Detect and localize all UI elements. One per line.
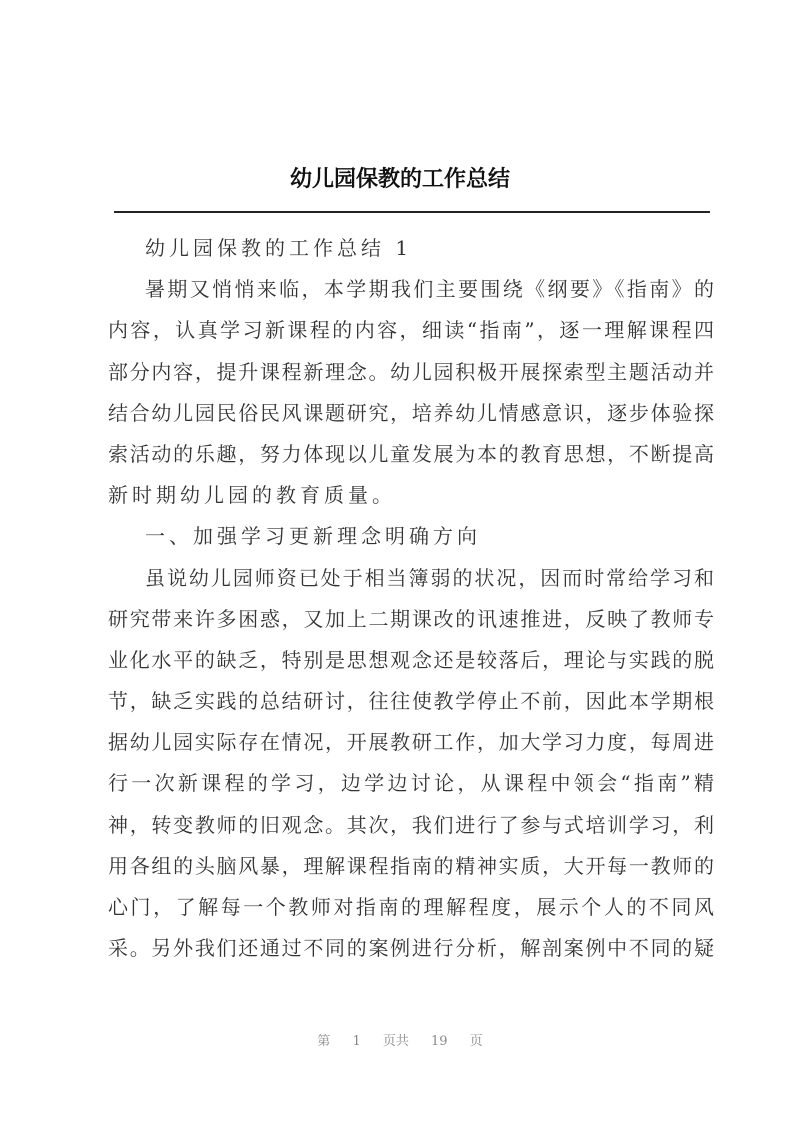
document-body (108, 228, 714, 969)
text-line: 内容，认真学习新课程的内容，细读“指南”，逐一理解课程四 (108, 318, 714, 343)
text-line: 据幼儿园实际存在情况，开展教研工作，加大学习力度，每周进 (108, 730, 714, 755)
text-line: 研究带来许多困惑，又加上二期课改的讯速推进，反映了教师专 (108, 606, 714, 631)
text-line: 虽说幼儿园师资已处于相当簿弱的状况，因而时常给学习和 (145, 565, 714, 590)
document-title: 幼儿园保教的工作总结 (289, 167, 510, 192)
footer-prefix: 第 (317, 1034, 331, 1049)
text-line: 心门，了解每一个教师对指南的理解程度，展示个人的不同风 (108, 895, 714, 919)
section-heading: 幼儿园保教的工作总结 1 (145, 236, 413, 260)
footer-suffix: 页 (469, 1034, 483, 1049)
text-line: 神，转变教师的旧观念。其次，我们进行了参与式培训学习，利 (108, 812, 714, 837)
text-line: 暑期又悄悄来临，本学期我们主要围绕《纲要》《指南》的 (145, 277, 714, 302)
text-line: 用各组的头脑风暴，理解课程指南的精神实质，大开每一教师的 (108, 853, 714, 878)
total-pages-number: 19 (431, 1034, 448, 1049)
page-footer (0, 1030, 800, 1049)
text-line: 采。另外我们还通过不同的案例进行分析，解剖案例中不同的疑 (108, 936, 714, 961)
subsection-heading: 一、加强学习更新理念明确方向 (145, 524, 481, 549)
title-divider (114, 211, 710, 213)
text-line: 业化水平的缺乏，特别是思想观念还是较落后，理论与实践的脱 (108, 647, 714, 672)
text-line: 节，缺乏实践的总结研讨，往往使教学停止不前，因此本学期根 (108, 689, 714, 714)
text-line: 结合幼儿园民俗民风课题研究，培养幼儿情感意识，逐步体验探 (108, 400, 714, 425)
current-page-number: 1 (352, 1034, 361, 1049)
text-line: 行一次新课程的学习，边学边讨论，从课程中领会“指南”精 (108, 771, 714, 796)
footer-middle: 页共 (382, 1034, 409, 1049)
text-line: 索活动的乐趣，努力体现以儿童发展为本的教育思想，不断提高 (108, 441, 714, 466)
text-line: 部分内容，提升课程新理念。幼儿园积极开展探索型主题活动并 (108, 359, 714, 384)
text-line: 新时期幼儿园的教育质量。 (108, 483, 396, 508)
